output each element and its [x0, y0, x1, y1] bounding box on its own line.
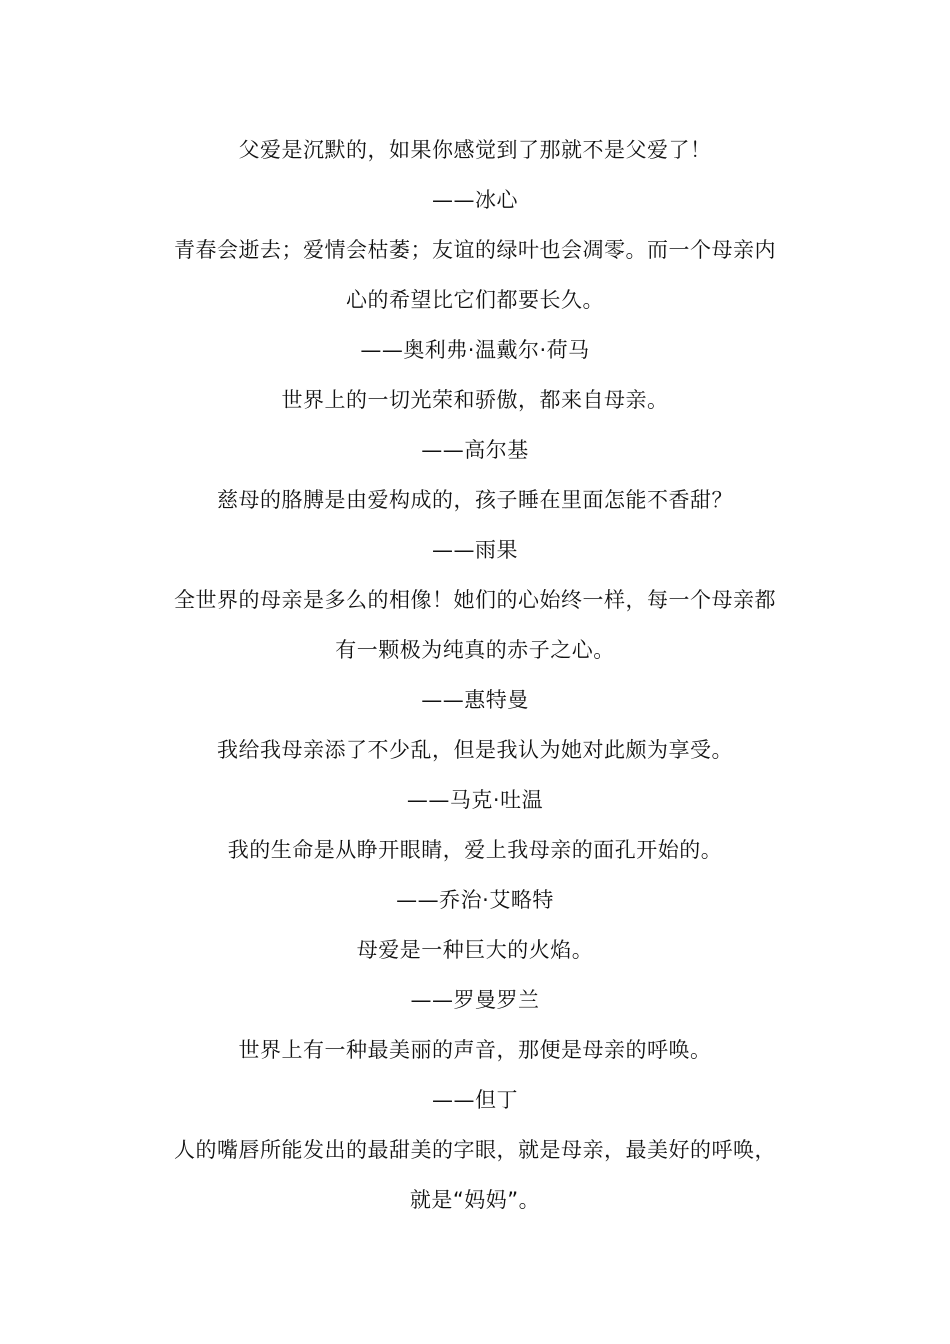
quote-block [140, 375, 810, 475]
quote-author: ——高尔基 [421, 438, 529, 462]
quote-block [140, 225, 810, 375]
quote-author: ——乔治·艾略特 [396, 888, 554, 912]
quote-block [140, 575, 810, 725]
quote-text: 父爱是沉默的，如果你感觉到了那就不是父爱了！ [238, 138, 712, 162]
quote-author: ——罗曼罗兰 [410, 988, 540, 1012]
quote-author: ——马克·吐温 [406, 788, 544, 812]
quote-author: ——惠特曼 [421, 688, 529, 712]
quote-author: ——雨果 [432, 538, 518, 562]
quote-text: 全世界的母亲是多么的相像！她们的心始终一样，每一个母亲都 [174, 588, 776, 612]
quote-block [140, 1025, 810, 1125]
quote-author: ——奥利弗·温戴尔·荷马 [360, 338, 590, 362]
quote-author: ——但丁 [432, 1088, 518, 1112]
quote-author: ——冰心 [432, 188, 518, 212]
quote-text: 有一颗极为纯真的赤子之心。 [335, 638, 615, 662]
quote-text: 世界上有一种最美丽的声音，那便是母亲的呼唤。 [238, 1038, 712, 1062]
quote-block [140, 1125, 810, 1225]
quote-text: 世界上的一切光荣和骄傲，都来自母亲。 [281, 388, 669, 412]
quote-text: 心的希望比它们都要长久。 [346, 288, 604, 312]
quote-text: 我的生命是从睁开眼睛，爱上我母亲的面孔开始的。 [227, 838, 723, 862]
quote-text: 慈母的胳膊是由爱构成的，孩子睡在里面怎能不香甜？ [217, 488, 733, 512]
quote-text: 青春会逝去；爱情会枯萎；友谊的绿叶也会凋零。而一个母亲内 [174, 238, 776, 262]
quote-text: 我给我母亲添了不少乱，但是我认为她对此颇为享受。 [217, 738, 733, 762]
quote-block [140, 125, 810, 225]
quote-text: 人的嘴唇所能发出的最甜美的字眼，就是母亲，最美好的呼唤， [174, 1138, 776, 1162]
quote-block [140, 925, 810, 1025]
quote-list [140, 125, 810, 1225]
quote-text: 就是“妈妈”。 [409, 1188, 541, 1212]
quote-block [140, 725, 810, 825]
quote-block [140, 825, 810, 925]
quote-text: 母爱是一种巨大的火焰。 [356, 938, 594, 962]
quote-block [140, 475, 810, 575]
